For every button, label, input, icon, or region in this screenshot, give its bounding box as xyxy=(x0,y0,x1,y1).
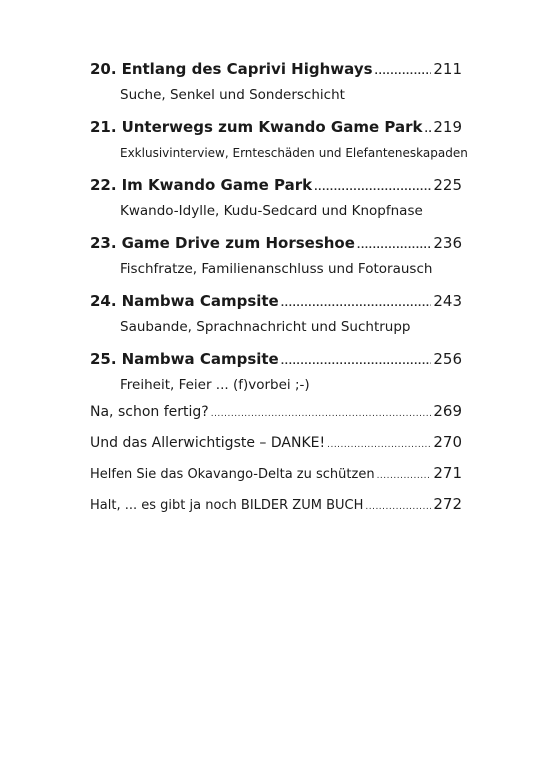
page-number: 256 xyxy=(433,350,462,368)
dot-leader xyxy=(357,241,431,251)
dot-leader xyxy=(424,125,431,135)
chapter-subtitle: Suche, Senkel und Sonderschicht xyxy=(120,87,345,103)
page-number: 270 xyxy=(433,433,462,451)
chapter-subtitle: Fischfratze, Familienanschluss und Fotorausch xyxy=(120,261,433,277)
toc-appendix-item xyxy=(90,495,462,526)
chapter-number: 20. xyxy=(90,60,117,78)
toc-chapter-21 xyxy=(90,118,468,176)
toc-appendix-item xyxy=(90,433,462,464)
page-number: 271 xyxy=(433,464,462,482)
dot-leader xyxy=(211,409,432,419)
toc-chapter-20 xyxy=(90,60,462,118)
chapter-number: 25. xyxy=(90,350,117,368)
dot-leader xyxy=(281,357,432,367)
toc-appendix-item xyxy=(90,464,462,495)
chapter-subtitle: Freiheit, Feier ... (f)vorbei ;-) xyxy=(120,377,310,393)
chapter-title: Im Kwando Game Park xyxy=(121,176,313,194)
appendix-title: Und das Allerwichtigste – DANKE! xyxy=(90,435,326,451)
chapter-number: 23. xyxy=(90,234,117,252)
chapter-title: Nambwa Campsite xyxy=(121,350,279,368)
chapter-title: Nambwa Campsite xyxy=(121,292,279,310)
page-number: 236 xyxy=(433,234,462,252)
chapter-number: 21. xyxy=(90,118,117,136)
page-number: 225 xyxy=(433,176,462,194)
dot-leader xyxy=(375,67,432,77)
toc-chapter-25 xyxy=(90,350,462,402)
table-of-contents xyxy=(90,60,468,526)
toc-appendix-item xyxy=(90,402,462,433)
dot-leader xyxy=(377,471,432,481)
chapter-title: Unterwegs zum Kwando Game Park xyxy=(121,118,423,136)
appendix-title: Halt, ... es gibt ja noch BILDER ZUM BUCH xyxy=(90,498,364,513)
chapter-subtitle: Exklusivinterview, Ernteschäden und Elefanteneskapaden xyxy=(120,146,468,160)
chapter-subtitle: Saubande, Sprachnachricht und Suchtrupp xyxy=(120,319,411,335)
dot-leader xyxy=(327,440,431,450)
chapter-subtitle: Kwando-Idylle, Kudu-Sedcard und Knopfnase xyxy=(120,203,423,219)
page-number: 243 xyxy=(433,292,462,310)
toc-chapter-23 xyxy=(90,234,462,292)
dot-leader xyxy=(365,502,431,512)
page-number: 272 xyxy=(433,495,462,513)
page-number: 219 xyxy=(433,118,462,136)
page-number: 269 xyxy=(433,402,462,420)
page-number: 211 xyxy=(433,60,462,78)
chapter-title: Game Drive zum Horseshoe xyxy=(121,234,355,252)
chapter-number: 24. xyxy=(90,292,117,310)
chapter-number: 22. xyxy=(90,176,117,194)
toc-chapter-22 xyxy=(90,176,462,234)
dot-leader xyxy=(281,299,432,309)
appendix-title: Helfen Sie das Okavango-Delta zu schützen xyxy=(90,467,375,482)
toc-chapter-24 xyxy=(90,292,462,350)
appendix-title: Na, schon fertig? xyxy=(90,404,209,420)
dot-leader xyxy=(314,183,431,193)
chapter-title: Entlang des Caprivi Highways xyxy=(121,60,373,78)
toc-appendix-list xyxy=(90,402,462,526)
